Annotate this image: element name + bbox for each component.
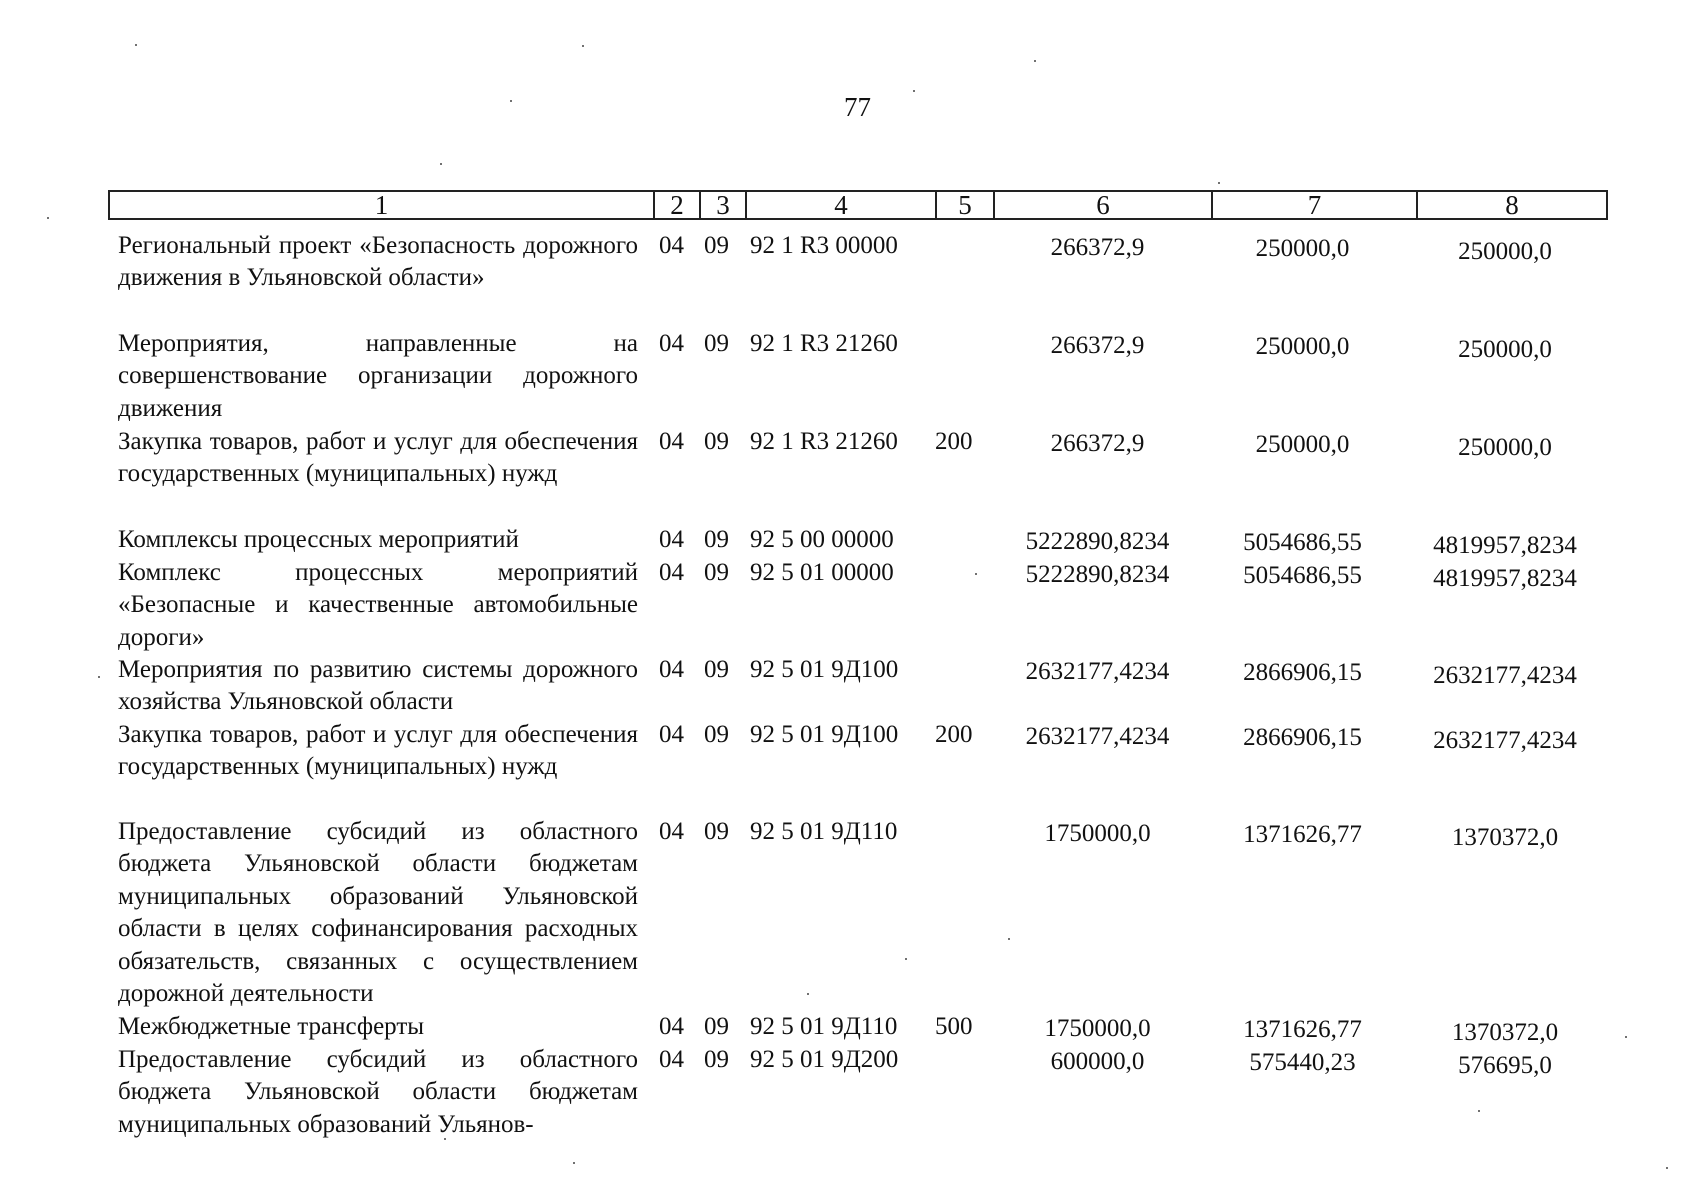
row-col-8: 2632177,4234 <box>1433 662 1577 689</box>
row-col-5: 200 <box>935 428 973 455</box>
scan-speck <box>913 90 915 92</box>
table-header <box>108 190 1608 220</box>
row-col-4: 92 5 01 9Д110 <box>750 1013 898 1040</box>
row-col-8: 2632177,4234 <box>1433 727 1577 754</box>
row-name: Комплексы процессных мероприятий <box>118 526 519 553</box>
row-col-6: 266372,9 <box>1050 332 1145 359</box>
row-col-2: 04 <box>659 656 684 683</box>
row-col-4: 92 5 01 9Д110 <box>750 818 898 845</box>
row-col-6: 5222890,8234 <box>1025 528 1170 555</box>
row-col-8: 250000,0 <box>1458 238 1552 265</box>
row-col-6: 266372,9 <box>1050 430 1145 457</box>
row-col-2: 04 <box>659 428 684 455</box>
row-col-2: 04 <box>659 330 684 357</box>
scan-speck <box>1034 60 1036 62</box>
row-col-2: 04 <box>659 1013 684 1040</box>
row-col-7: 2866906,15 <box>1243 724 1362 751</box>
row-col-4: 92 5 01 9Д100 <box>750 656 899 683</box>
header-col-7: 7 <box>1213 192 1418 218</box>
row-col-6: 2632177,4234 <box>1025 723 1170 750</box>
row-col-4: 92 5 01 9Д100 <box>750 721 899 748</box>
row-col-7: 575440,23 <box>1249 1049 1356 1076</box>
row-col-4: 92 5 01 9Д200 <box>750 1046 899 1073</box>
row-col-8: 576695,0 <box>1458 1052 1552 1079</box>
row-col-5: 200 <box>935 721 973 748</box>
row-col-8: 1370372,0 <box>1451 824 1559 851</box>
scan-speck <box>905 958 907 960</box>
scan-speck <box>1625 1036 1627 1038</box>
row-col-7: 250000,0 <box>1255 235 1350 262</box>
row-col-4: 92 1 R3 21260 <box>750 428 898 455</box>
row-col-7: 250000,0 <box>1255 431 1350 458</box>
scan-speck <box>510 100 512 102</box>
header-col-5: 5 <box>937 192 995 218</box>
header-col-6: 6 <box>995 192 1213 218</box>
row-col-4: 92 5 01 00000 <box>750 559 894 586</box>
row-name: Региональный проект «Безопасность дорожного движения в Ульяновской области» <box>118 232 638 292</box>
row-name: Мероприятия, направленные на совершенствование организации дорожного движения <box>118 330 638 422</box>
row-col-3: 09 <box>704 721 729 748</box>
scan-speck <box>582 45 584 47</box>
header-col-2: 2 <box>655 192 701 218</box>
row-col-4: 92 1 R3 21260 <box>750 330 898 357</box>
row-col-7: 1371626,77 <box>1243 821 1362 848</box>
row-col-3: 09 <box>704 428 729 455</box>
row-col-3: 09 <box>704 526 729 553</box>
row-name: Предоставление субсидий из областного бюджета Ульяновской области бюджетам муниципальных образований Ульянов- <box>118 1046 638 1138</box>
row-col-8: 4819957,8234 <box>1433 532 1577 559</box>
row-col-6: 2632177,4234 <box>1025 658 1170 685</box>
row-col-3: 09 <box>704 1013 729 1040</box>
scan-speck <box>444 1138 446 1140</box>
header-col-8: 8 <box>1505 189 1519 220</box>
row-col-7: 5054686,55 <box>1243 562 1362 589</box>
row-col-3: 09 <box>704 330 729 357</box>
row-col-8: 1370372,0 <box>1451 1019 1559 1046</box>
row-col-6: 1750000,0 <box>1044 1015 1151 1042</box>
header-col-4: 4 <box>747 192 937 218</box>
scan-speck <box>1218 182 1220 184</box>
scan-speck <box>135 44 137 46</box>
header-col-1: 1 <box>110 192 655 218</box>
scan-speck <box>440 163 442 165</box>
scan-speck <box>1478 1110 1480 1112</box>
row-col-2: 04 <box>659 1046 684 1073</box>
scan-speck <box>1008 938 1010 940</box>
row-col-7: 2866906,15 <box>1243 659 1362 686</box>
row-col-2: 04 <box>659 559 684 586</box>
row-col-3: 09 <box>704 1046 729 1073</box>
row-name: Закупка товаров, работ и услуг для обеспечения государственных (муниципальных) нужд <box>118 721 638 781</box>
row-col-7: 250000,0 <box>1255 333 1350 360</box>
row-name: Закупка товаров, работ и услуг для обеспечения государственных (муниципальных) нужд <box>118 428 638 488</box>
page-number: 77 <box>844 92 871 122</box>
row-col-6: 266372,9 <box>1050 234 1145 261</box>
row-col-2: 04 <box>659 818 684 845</box>
row-col-3: 09 <box>704 818 729 845</box>
scan-speck <box>975 573 977 575</box>
row-col-8: 250000,0 <box>1458 434 1552 461</box>
row-col-7: 5054686,55 <box>1243 529 1362 556</box>
scan-speck <box>98 676 100 678</box>
row-col-2: 04 <box>659 232 684 259</box>
scan-speck <box>573 1162 575 1164</box>
scan-speck <box>1666 1167 1668 1169</box>
row-col-3: 09 <box>704 232 729 259</box>
row-col-8: 250000,0 <box>1458 336 1552 363</box>
row-col-8: 4819957,8234 <box>1433 565 1577 592</box>
row-col-3: 09 <box>704 656 729 683</box>
row-col-4: 92 1 R3 00000 <box>750 232 898 259</box>
row-col-7: 1371626,77 <box>1243 1016 1362 1043</box>
row-name: Комплекс процессных мероприятий «Безопасные и качественные автомобильные дороги» <box>118 559 638 651</box>
row-col-6: 5222890,8234 <box>1025 561 1170 588</box>
row-col-3: 09 <box>704 559 729 586</box>
header-col-3: 3 <box>701 192 747 218</box>
row-col-6: 1750000,0 <box>1044 820 1151 847</box>
row-col-4: 92 5 00 00000 <box>750 526 894 553</box>
scan-speck <box>47 217 49 219</box>
row-col-2: 04 <box>659 526 684 553</box>
row-col-5: 500 <box>935 1013 973 1040</box>
scan-speck <box>807 993 809 995</box>
row-col-2: 04 <box>659 721 684 748</box>
row-col-6: 600000,0 <box>1050 1048 1145 1075</box>
row-name: Межбюджетные трансферты <box>118 1013 425 1040</box>
row-name: Предоставление субсидий из областного бюджета Ульяновской области бюджетам муниципальных образований Ульяновской области в целях софинансирования расходных обязательств, связанных с осуществлением дорожной деятельности <box>118 818 638 1008</box>
row-name: Мероприятия по развитию системы дорожного хозяйства Ульяновской области <box>118 656 638 716</box>
